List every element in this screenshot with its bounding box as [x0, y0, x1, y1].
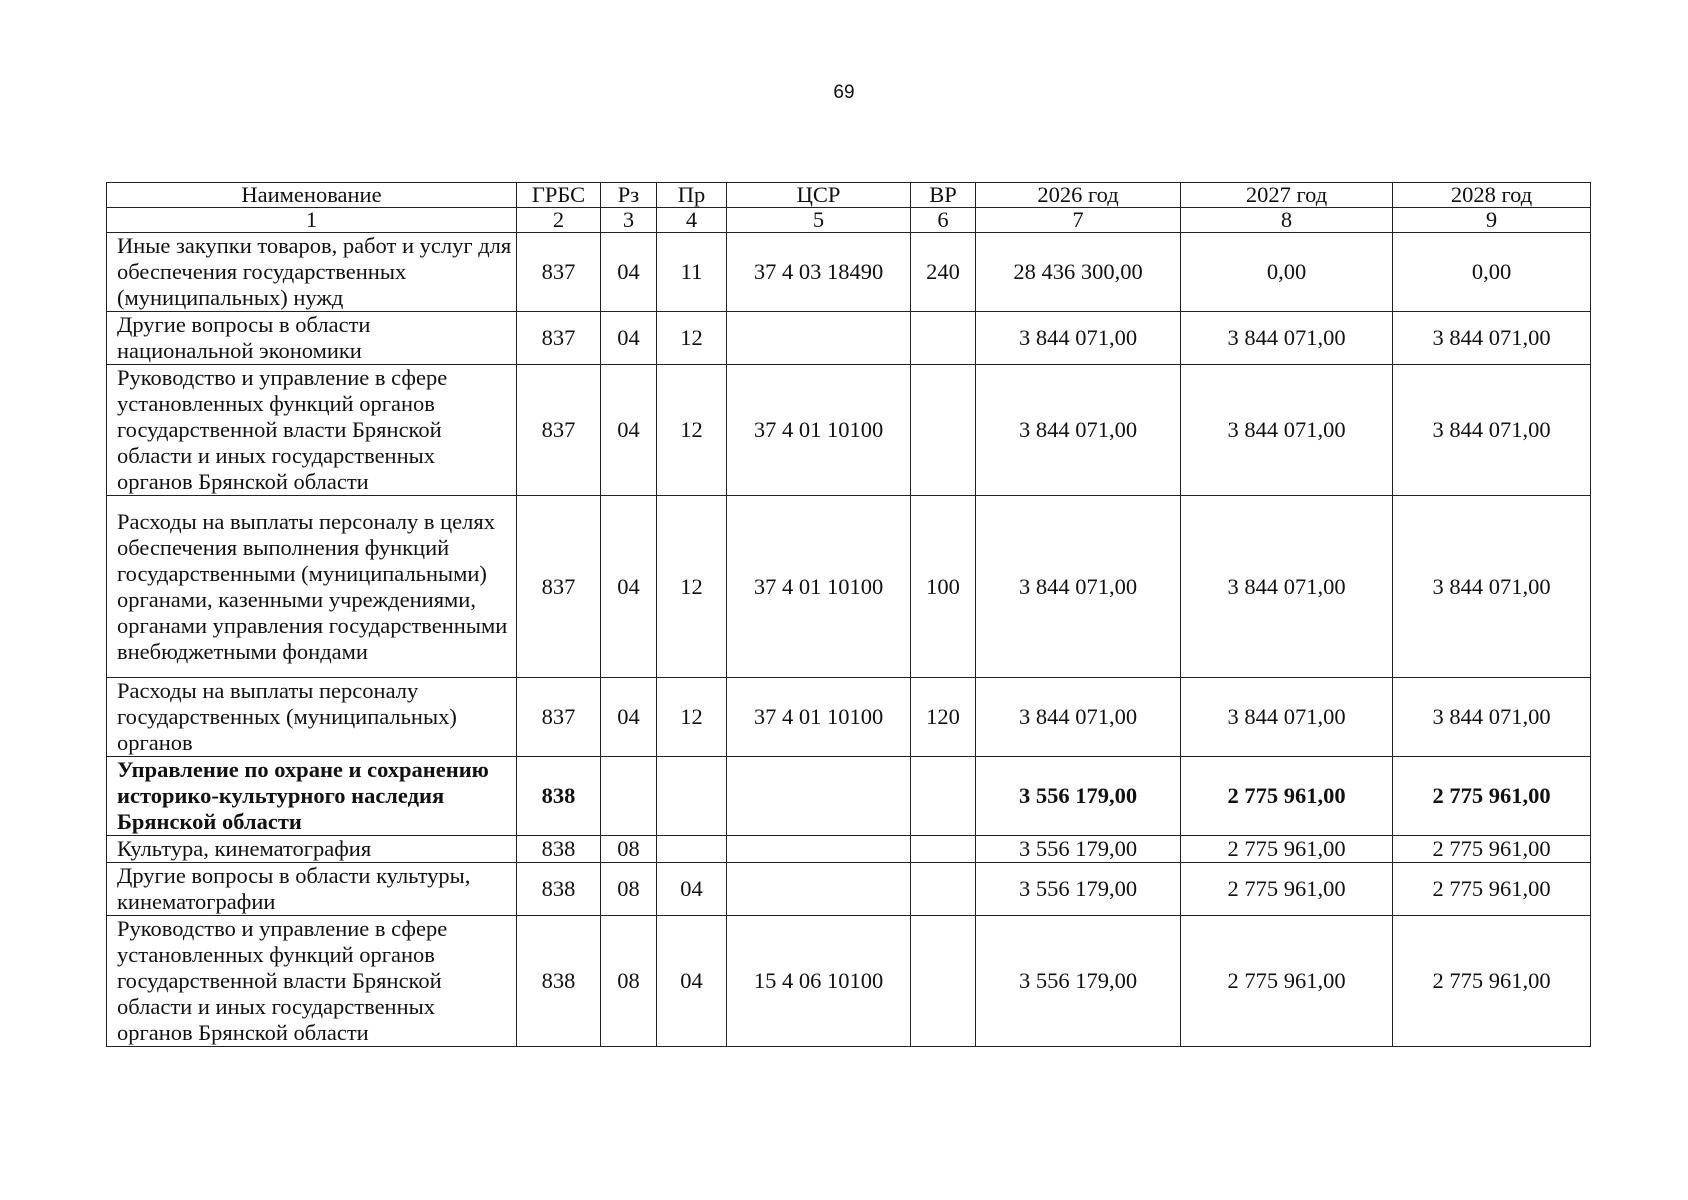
table-row — [107, 312, 1591, 365]
cell-rz: 04 — [601, 496, 657, 678]
cell-amount-2026: 3 844 071,00 — [976, 678, 1181, 757]
cell-amount-2026: 3 556 179,00 — [976, 863, 1181, 916]
cell-pr — [657, 757, 727, 836]
cell-amount-2027: 3 844 071,00 — [1181, 312, 1393, 365]
table-row — [107, 757, 1591, 836]
table-header — [107, 183, 1591, 233]
cell-vr: 120 — [911, 678, 976, 757]
cell-csr — [727, 757, 911, 836]
cell-amount-2027: 3 844 071,00 — [1181, 365, 1393, 496]
table-row — [107, 496, 1591, 678]
cell-csr: 37 4 01 10100 — [727, 678, 911, 757]
cell-pr — [657, 836, 727, 863]
budget-table — [106, 182, 1591, 1047]
cell-pr: 11 — [657, 233, 727, 312]
cell-amount-2027: 2 775 961,00 — [1181, 836, 1393, 863]
cell-name: Иные закупки товаров, работ и услуг для обеспечения государственных (муниципальных) нужд — [107, 233, 517, 312]
column-number: 9 — [1393, 208, 1591, 233]
header-year-2028: 2028 год — [1393, 183, 1591, 208]
cell-vr — [911, 916, 976, 1047]
cell-name: Другие вопросы в области культуры, кинематографии — [107, 863, 517, 916]
cell-rz — [601, 757, 657, 836]
cell-amount-2027: 2 775 961,00 — [1181, 916, 1393, 1047]
header-grbs: ГРБС — [517, 183, 601, 208]
cell-csr: 37 4 03 18490 — [727, 233, 911, 312]
table-row — [107, 678, 1591, 757]
header-year-2026: 2026 год — [976, 183, 1181, 208]
cell-amount-2027: 0,00 — [1181, 233, 1393, 312]
cell-rz: 04 — [601, 678, 657, 757]
column-number: 5 — [727, 208, 911, 233]
table-row — [107, 836, 1591, 863]
header-rz: Рз — [601, 183, 657, 208]
header-pr: Пр — [657, 183, 727, 208]
cell-name: Руководство и управление в сфере установленных функций органов государственной власти Брянской области и иных государственных органов Брянской области — [107, 916, 517, 1047]
cell-rz: 04 — [601, 233, 657, 312]
cell-pr: 12 — [657, 312, 727, 365]
cell-grbs: 837 — [517, 365, 601, 496]
cell-grbs: 837 — [517, 312, 601, 365]
cell-name: Расходы на выплаты персоналу государственных (муниципальных) органов — [107, 678, 517, 757]
cell-vr — [911, 836, 976, 863]
table-row — [107, 916, 1591, 1047]
cell-rz: 08 — [601, 916, 657, 1047]
cell-amount-2028: 3 844 071,00 — [1393, 365, 1591, 496]
cell-csr: 37 4 01 10100 — [727, 365, 911, 496]
cell-vr — [911, 365, 976, 496]
header-row — [107, 183, 1591, 208]
cell-amount-2026: 28 436 300,00 — [976, 233, 1181, 312]
cell-amount-2027: 3 844 071,00 — [1181, 678, 1393, 757]
cell-grbs: 838 — [517, 863, 601, 916]
cell-amount-2028: 3 844 071,00 — [1393, 678, 1591, 757]
cell-pr: 12 — [657, 678, 727, 757]
cell-name: Руководство и управление в сфере установленных функций органов государственной власти Брянской области и иных государственных органов Брянской области — [107, 365, 517, 496]
cell-vr — [911, 757, 976, 836]
cell-amount-2027: 2 775 961,00 — [1181, 757, 1393, 836]
cell-pr: 04 — [657, 863, 727, 916]
table-row — [107, 365, 1591, 496]
cell-amount-2028: 0,00 — [1393, 233, 1591, 312]
cell-pr: 12 — [657, 496, 727, 678]
column-number: 3 — [601, 208, 657, 233]
cell-amount-2028: 2 775 961,00 — [1393, 836, 1591, 863]
cell-grbs: 838 — [517, 757, 601, 836]
cell-amount-2027: 2 775 961,00 — [1181, 863, 1393, 916]
cell-grbs: 838 — [517, 836, 601, 863]
cell-rz: 04 — [601, 365, 657, 496]
page-number: 69 — [833, 82, 855, 103]
cell-pr: 04 — [657, 916, 727, 1047]
cell-rz: 04 — [601, 312, 657, 365]
cell-amount-2028: 2 775 961,00 — [1393, 757, 1591, 836]
cell-amount-2028: 3 844 071,00 — [1393, 496, 1591, 678]
cell-amount-2026: 3 844 071,00 — [976, 496, 1181, 678]
cell-csr — [727, 863, 911, 916]
cell-name: Другие вопросы в области национальной экономики — [107, 312, 517, 365]
cell-vr — [911, 312, 976, 365]
column-number: 1 — [107, 208, 517, 233]
header-csr: ЦСР — [727, 183, 911, 208]
cell-amount-2028: 3 844 071,00 — [1393, 312, 1591, 365]
cell-csr: 37 4 01 10100 — [727, 496, 911, 678]
cell-amount-2028: 2 775 961,00 — [1393, 916, 1591, 1047]
column-number: 2 — [517, 208, 601, 233]
cell-grbs: 837 — [517, 496, 601, 678]
cell-amount-2026: 3 556 179,00 — [976, 757, 1181, 836]
header-year-2027: 2027 год — [1181, 183, 1393, 208]
header-name: Наименование — [107, 183, 517, 208]
cell-vr: 240 — [911, 233, 976, 312]
cell-amount-2026: 3 556 179,00 — [976, 836, 1181, 863]
cell-vr — [911, 863, 976, 916]
cell-amount-2028: 2 775 961,00 — [1393, 863, 1591, 916]
column-number: 7 — [976, 208, 1181, 233]
table-row — [107, 233, 1591, 312]
column-number: 4 — [657, 208, 727, 233]
cell-rz: 08 — [601, 836, 657, 863]
cell-pr: 12 — [657, 365, 727, 496]
cell-csr — [727, 312, 911, 365]
cell-name: Расходы на выплаты персоналу в целях обеспечения выполнения функций государственными (муниципальными) органами, казенными учреждениями, органами управления государственными внебюджетными фондами — [107, 496, 517, 678]
cell-grbs: 837 — [517, 678, 601, 757]
cell-name: Управление по охране и сохранению историко-культурного наследия Брянской области — [107, 757, 517, 836]
cell-amount-2026: 3 844 071,00 — [976, 365, 1181, 496]
cell-amount-2026: 3 556 179,00 — [976, 916, 1181, 1047]
column-number-row — [107, 208, 1591, 233]
column-number: 6 — [911, 208, 976, 233]
cell-vr: 100 — [911, 496, 976, 678]
cell-grbs: 837 — [517, 233, 601, 312]
cell-grbs: 838 — [517, 916, 601, 1047]
cell-csr: 15 4 06 10100 — [727, 916, 911, 1047]
cell-amount-2027: 3 844 071,00 — [1181, 496, 1393, 678]
cell-amount-2026: 3 844 071,00 — [976, 312, 1181, 365]
cell-name: Культура, кинематография — [107, 836, 517, 863]
cell-csr — [727, 836, 911, 863]
table-body — [107, 233, 1591, 1047]
header-vr: ВР — [911, 183, 976, 208]
cell-rz: 08 — [601, 863, 657, 916]
column-number: 8 — [1181, 208, 1393, 233]
table-row — [107, 863, 1591, 916]
